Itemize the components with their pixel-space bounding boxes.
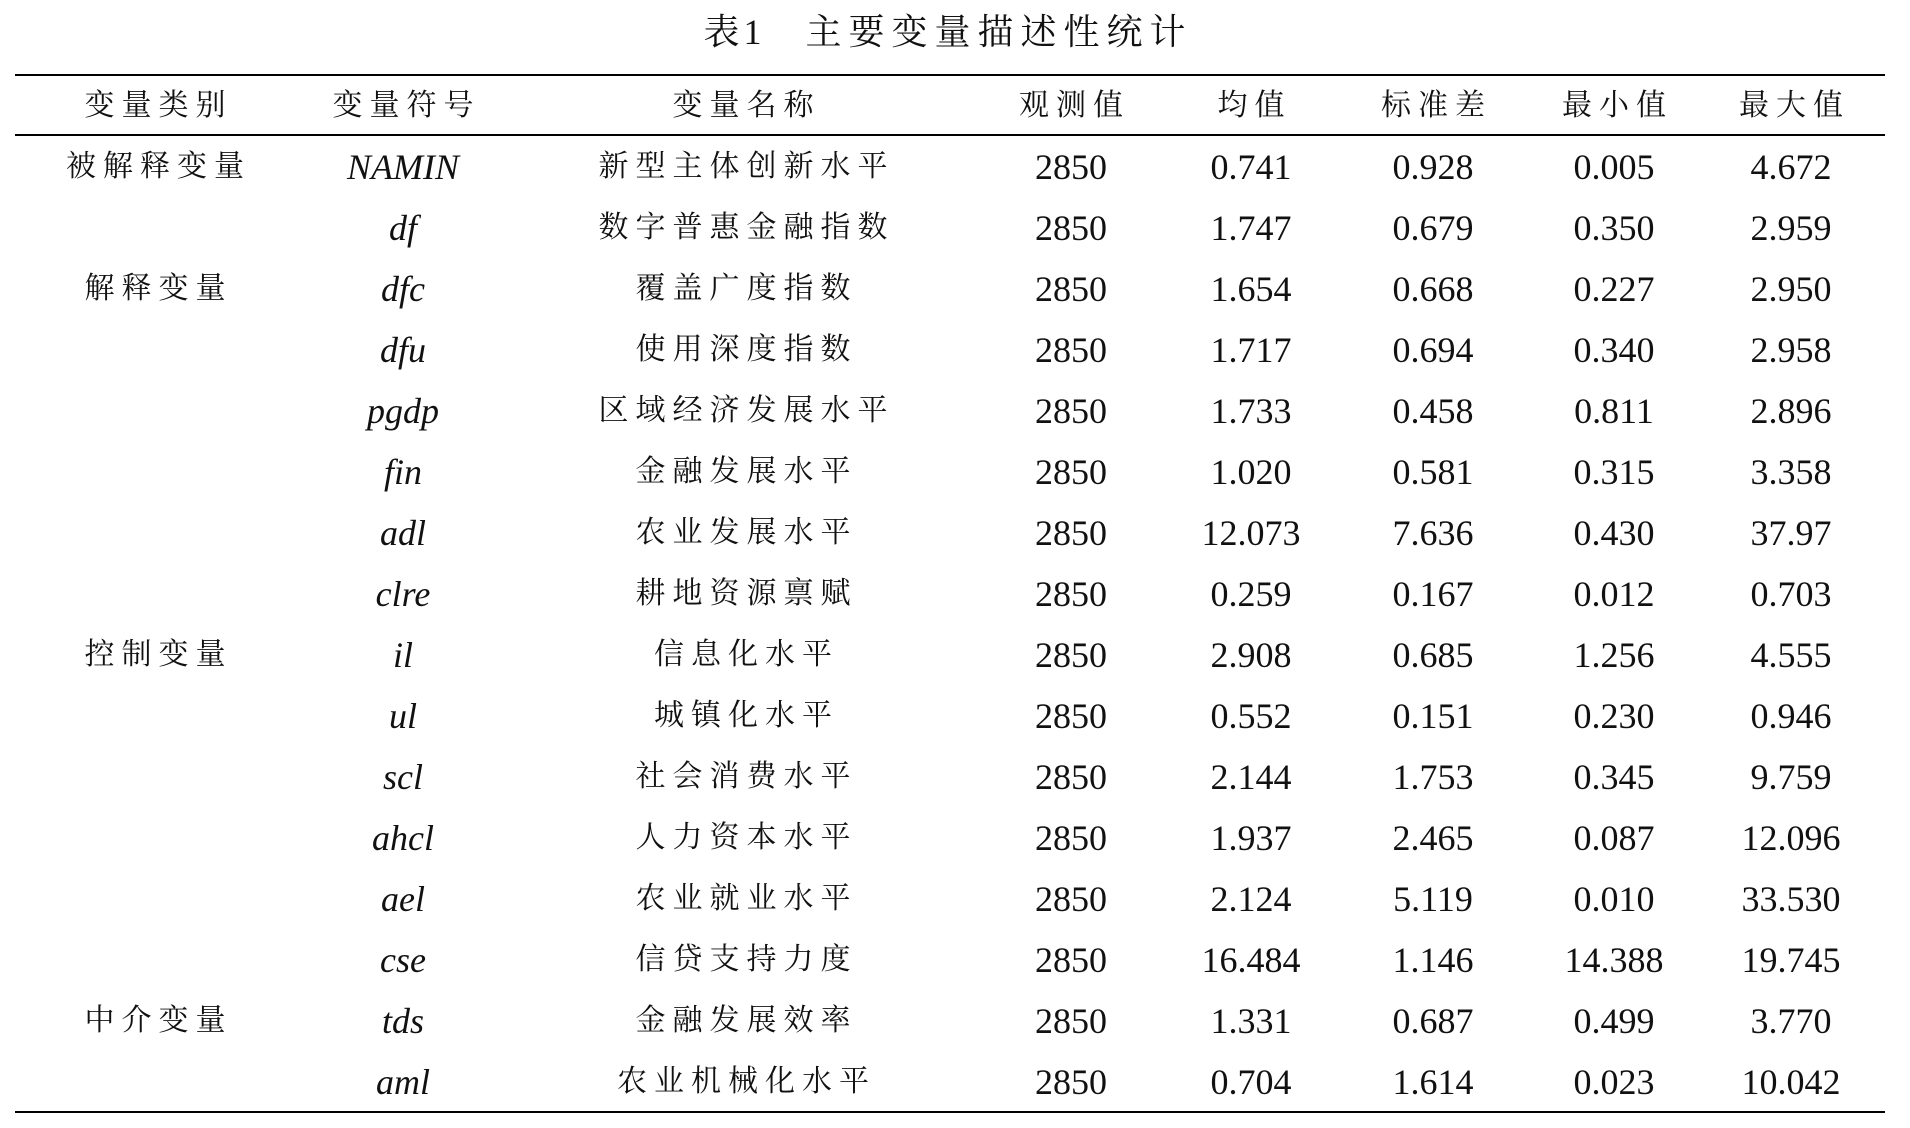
table-row <box>15 502 1885 563</box>
cell-max: 33.530 <box>1741 878 1841 919</box>
table-row <box>15 1051 1885 1112</box>
cell-variable-name: 信息化水平 <box>654 637 839 671</box>
cell-min: 0.230 <box>1573 695 1655 736</box>
cell-min: 0.227 <box>1573 268 1655 309</box>
cell-max: 2.958 <box>1750 329 1832 370</box>
cell-variable-symbol: clre <box>375 573 431 614</box>
cell-min: 0.005 <box>1573 146 1655 187</box>
cell-mean: 12.073 <box>1201 512 1301 553</box>
cell-observations: 2850 <box>1035 390 1107 431</box>
cell-mean: 0.259 <box>1210 573 1292 614</box>
cell-observations: 2850 <box>1035 512 1107 553</box>
cell-std-dev: 0.685 <box>1392 634 1474 675</box>
cell-std-dev: 1.753 <box>1392 756 1474 797</box>
cell-observations: 2850 <box>1035 207 1107 248</box>
table-row <box>15 319 1885 380</box>
cell-mean: 2.908 <box>1210 634 1292 675</box>
cell-variable-symbol: aml <box>376 1061 430 1102</box>
cell-variable-name: 新型主体创新水平 <box>598 149 895 183</box>
cell-observations: 2850 <box>1035 756 1107 797</box>
cell-variable-name: 金融发展效率 <box>635 1003 858 1037</box>
column-header-category: 变量类别 <box>84 88 233 122</box>
table-row <box>15 197 1885 258</box>
cell-max: 9.759 <box>1750 756 1832 797</box>
cell-variable-name: 农业机械化水平 <box>617 1064 876 1098</box>
cell-variable-symbol: il <box>392 634 413 675</box>
cell-std-dev: 0.928 <box>1392 146 1474 187</box>
cell-min: 0.811 <box>1574 390 1654 431</box>
cell-observations: 2850 <box>1035 634 1107 675</box>
table-row <box>15 441 1885 502</box>
cell-mean: 0.741 <box>1210 146 1292 187</box>
cell-variable-symbol: ahcl <box>372 817 434 858</box>
cell-variable-symbol: adl <box>379 512 426 553</box>
cell-observations: 2850 <box>1035 817 1107 858</box>
cell-max: 12.096 <box>1741 817 1841 858</box>
cell-std-dev: 0.458 <box>1392 390 1474 431</box>
table-row <box>15 624 1885 685</box>
cell-variable-symbol: cse <box>380 939 426 980</box>
column-header-symbol: 变量符号 <box>332 88 481 122</box>
cell-std-dev: 1.614 <box>1392 1061 1474 1102</box>
table-caption <box>0 8 1896 56</box>
cell-variable-category: 解释变量 <box>84 271 233 305</box>
cell-variable-name: 耕地资源禀赋 <box>635 576 858 610</box>
table-header <box>15 75 1885 136</box>
cell-min: 0.340 <box>1573 329 1655 370</box>
cell-variable-name: 信贷支持力度 <box>635 942 858 976</box>
cell-min: 1.256 <box>1573 634 1655 675</box>
cell-max: 4.672 <box>1750 146 1832 187</box>
cell-variable-symbol: scl <box>383 756 423 797</box>
cell-min: 0.023 <box>1573 1061 1655 1102</box>
table-row <box>15 563 1885 624</box>
cell-variable-category: 中介变量 <box>84 1003 233 1037</box>
cell-max: 2.896 <box>1750 390 1832 431</box>
cell-max: 2.959 <box>1750 207 1832 248</box>
table-row <box>15 380 1885 441</box>
column-header-std-dev: 标准差 <box>1381 88 1492 122</box>
cell-min: 0.315 <box>1573 451 1655 492</box>
cell-std-dev: 0.668 <box>1392 268 1474 309</box>
table-title: 主要变量描述性统计 <box>805 12 1193 52</box>
cell-mean: 0.704 <box>1210 1061 1292 1102</box>
cell-max: 0.946 <box>1750 695 1832 736</box>
cell-variable-category: 被解释变量 <box>66 149 251 183</box>
cell-min: 0.087 <box>1573 817 1655 858</box>
column-header-mean: 均值 <box>1217 88 1292 122</box>
cell-std-dev: 5.119 <box>1393 878 1473 919</box>
table-number: 表1 <box>703 12 766 52</box>
cell-variable-symbol: NAMIN <box>347 146 459 187</box>
table-row <box>15 258 1885 319</box>
cell-std-dev: 0.679 <box>1392 207 1474 248</box>
cell-variable-symbol: dfc <box>381 268 425 309</box>
cell-mean: 0.552 <box>1210 695 1292 736</box>
cell-observations: 2850 <box>1035 1000 1107 1041</box>
cell-min: 0.012 <box>1573 573 1655 614</box>
cell-max: 10.042 <box>1741 1061 1841 1102</box>
table-body <box>15 136 1885 1112</box>
cell-std-dev: 0.694 <box>1392 329 1474 370</box>
table-row <box>15 929 1885 990</box>
cell-max: 4.555 <box>1750 634 1832 675</box>
cell-max: 2.950 <box>1750 268 1832 309</box>
cell-observations: 2850 <box>1035 695 1107 736</box>
cell-mean: 1.733 <box>1210 390 1292 431</box>
descriptive-statistics-table <box>15 75 1885 1112</box>
cell-mean: 2.144 <box>1210 756 1292 797</box>
cell-variable-name: 城镇化水平 <box>654 698 839 732</box>
cell-min: 0.345 <box>1573 756 1655 797</box>
cell-variable-symbol: tds <box>381 1000 424 1041</box>
cell-observations: 2850 <box>1035 573 1107 614</box>
cell-max: 0.703 <box>1750 573 1832 614</box>
cell-std-dev: 0.151 <box>1392 695 1474 736</box>
cell-mean: 2.124 <box>1210 878 1292 919</box>
cell-observations: 2850 <box>1035 146 1107 187</box>
cell-min: 0.499 <box>1573 1000 1655 1041</box>
cell-observations: 2850 <box>1035 878 1107 919</box>
cell-variable-category: 控制变量 <box>84 637 233 671</box>
cell-min: 14.388 <box>1564 939 1664 980</box>
column-header-observations: 观测值 <box>1019 88 1130 122</box>
cell-mean: 1.020 <box>1210 451 1292 492</box>
cell-mean: 1.654 <box>1210 268 1292 309</box>
cell-variable-name: 农业就业水平 <box>635 881 858 915</box>
table-row <box>15 685 1885 746</box>
cell-variable-name: 农业发展水平 <box>635 515 858 549</box>
cell-mean: 16.484 <box>1201 939 1301 980</box>
cell-max: 19.745 <box>1741 939 1841 980</box>
cell-std-dev: 0.581 <box>1392 451 1474 492</box>
cell-min: 0.010 <box>1573 878 1655 919</box>
column-header-max: 最大值 <box>1739 88 1850 122</box>
header-row <box>15 75 1885 136</box>
cell-observations: 2850 <box>1035 451 1107 492</box>
cell-std-dev: 2.465 <box>1392 817 1474 858</box>
cell-variable-symbol: pgdp <box>367 390 439 431</box>
cell-min: 0.350 <box>1573 207 1655 248</box>
cell-observations: 2850 <box>1035 1061 1107 1102</box>
cell-observations: 2850 <box>1035 268 1107 309</box>
table-row <box>15 136 1885 197</box>
cell-variable-name: 人力资本水平 <box>635 820 858 854</box>
column-header-name: 变量名称 <box>672 88 821 122</box>
cell-mean: 1.717 <box>1210 329 1292 370</box>
cell-variable-symbol: ul <box>388 695 417 736</box>
table-row <box>15 990 1885 1051</box>
table-row <box>15 807 1885 868</box>
cell-max: 3.770 <box>1750 1000 1832 1041</box>
cell-std-dev: 7.636 <box>1392 512 1474 553</box>
cell-observations: 2850 <box>1035 939 1107 980</box>
cell-variable-name: 金融发展水平 <box>635 454 858 488</box>
cell-variable-symbol: dfu <box>379 329 426 370</box>
cell-mean: 1.331 <box>1210 1000 1292 1041</box>
table-row <box>15 746 1885 807</box>
cell-std-dev: 0.687 <box>1392 1000 1474 1041</box>
cell-observations: 2850 <box>1035 329 1107 370</box>
table-row <box>15 868 1885 929</box>
cell-std-dev: 0.167 <box>1392 573 1474 614</box>
cell-variable-name: 覆盖广度指数 <box>635 271 858 305</box>
cell-variable-name: 区域经济发展水平 <box>598 393 895 427</box>
cell-mean: 1.937 <box>1210 817 1292 858</box>
cell-std-dev: 1.146 <box>1392 939 1474 980</box>
column-header-min: 最小值 <box>1562 88 1673 122</box>
cell-mean: 1.747 <box>1210 207 1292 248</box>
cell-variable-name: 社会消费水平 <box>635 759 858 793</box>
cell-max: 37.97 <box>1750 512 1832 553</box>
cell-variable-symbol: df <box>388 207 417 248</box>
cell-variable-name: 数字普惠金融指数 <box>598 210 895 244</box>
cell-variable-symbol: fin <box>383 451 422 492</box>
cell-min: 0.430 <box>1573 512 1655 553</box>
cell-variable-symbol: ael <box>381 878 425 919</box>
cell-max: 3.358 <box>1750 451 1832 492</box>
cell-variable-name: 使用深度指数 <box>635 332 858 366</box>
